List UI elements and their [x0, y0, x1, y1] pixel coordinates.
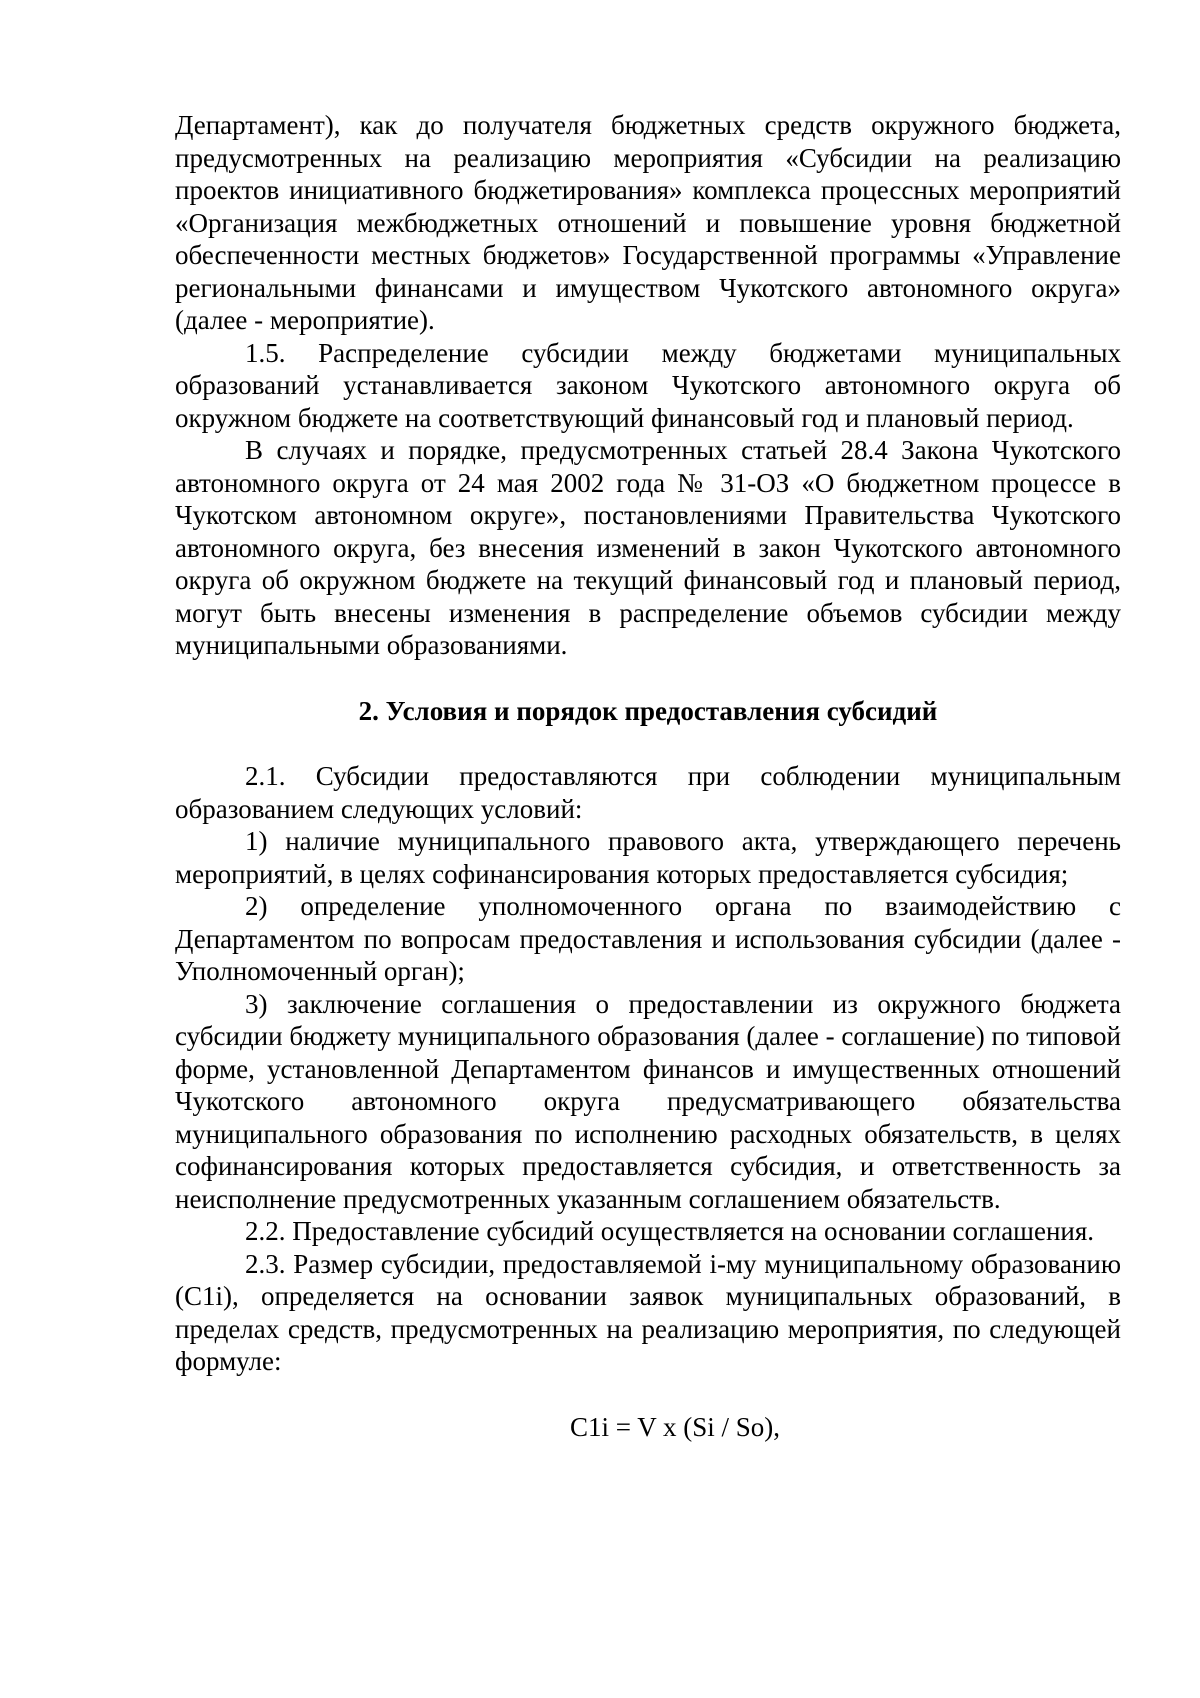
document-page	[175, 109, 1121, 1443]
paragraph-1-5-amendments: В случаях и порядке, предусмотренных статьей 28.4 Закона Чукотского автономного округа от 24 мая 2002 года № 31-ОЗ «О бюджетном процессе в Чукотском автономном округе», постановлениями Правительства Чукотского автономного округа, без внесения изменений в закон Чукотского автономного округа об окружном бюджете на текущий финансовый год и плановый период, могут быть внесены изменения в распределение объемов субсидии между муниципальными образованиями.	[175, 435, 1121, 660]
section-2-heading: 2. Условия и порядок предоставления субсидий	[358, 695, 938, 726]
paragraph-continuation: Департамент), как до получателя бюджетных средств окружного бюджета, предусмотренных на реализацию мероприятия «Субсидии на реализацию проектов инициативного бюджетирования» комплекса процессных мероприятий «Организация межбюджетных отношений и повышение уровня бюджетной обеспеченности местных бюджетов» Государственной программы «Управление региональными финансами и имуществом Чукотского автономного округа» (далее - мероприятие).	[175, 110, 1121, 335]
paragraph-2-3: 2.3. Размер субсидии, предоставляемой i-му муниципальному образованию (C1i), определяется на основании заявок муниципальных образований, в пределах средств, предусмотренных на реализацию мероприятия, по следующей формуле:	[175, 1248, 1121, 1376]
paragraph-2-1-item-3: 3) заключение соглашения о предоставлении из окружного бюджета субсидии бюджету муниципального образования (далее - соглашение) по типовой форме, установленной Департаментом финансов и имущественных отношений Чукотского автономного округа предусматривающего обязательства муниципального образования по исполнению расходных обязательств, в целях софинансирования которых предоставляется субсидия, и ответственность за неисполнение предусмотренных указанным соглашением обязательств.	[175, 988, 1121, 1214]
subsidy-formula: C1i = V x (Si / So),	[570, 1411, 781, 1442]
paragraph-1-5: 1.5. Распределение субсидии между бюджетами муниципальных образований устанавливается законом Чукотского автономного округа об окружном бюджете на соответствующий финансовый год и плановый период.	[175, 337, 1121, 433]
paragraph-2-1: 2.1. Субсидии предоставляются при соблюдении муниципальным образованием следующих условий:	[175, 761, 1121, 824]
paragraph-2-2: 2.2. Предоставление субсидий осуществляется на основании соглашения.	[245, 1216, 1095, 1246]
paragraph-2-1-item-2: 2) определение уполномоченного органа по взаимодействию с Департаментом по вопросам предоставления и использования субсидии (далее - Уполномоченный орган);	[175, 891, 1121, 986]
paragraph-2-1-item-1: 1) наличие муниципального правового акта, утверждающего перечень мероприятий, в целях софинансирования которых предоставляется субсидия;	[175, 826, 1121, 889]
